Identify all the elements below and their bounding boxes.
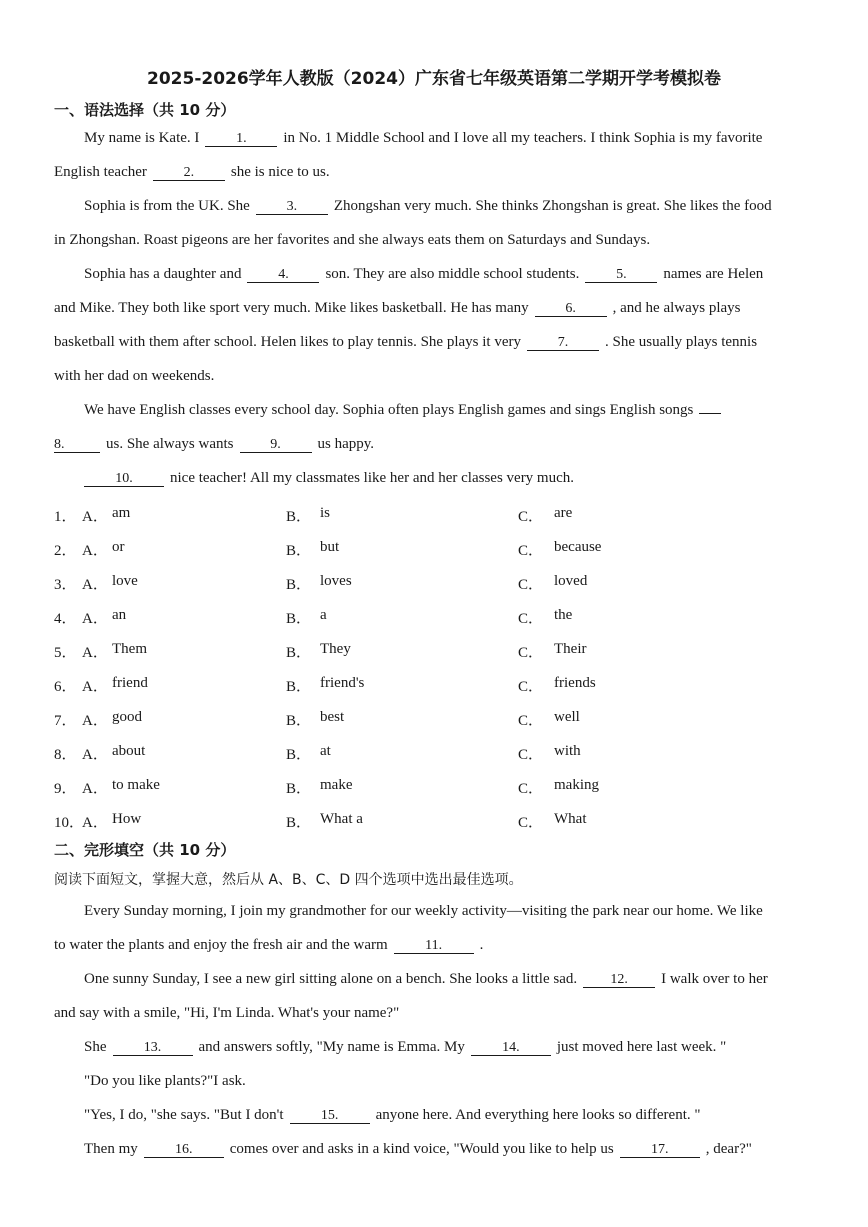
blank-15: 15. xyxy=(290,1109,370,1124)
option-row xyxy=(54,573,824,593)
passage2-line: Then my 16. comes over and asks in a kind voice, "Would you like to help us 17. , dear?" xyxy=(84,1141,752,1157)
question-number: 3． xyxy=(54,577,77,593)
passage1-line: My name is Kate. I 1. in No. 1 Middle School and I love all my teachers. I think Sophia is my favorite xyxy=(84,130,763,146)
option-letter-b: B． xyxy=(286,747,312,763)
passage1-line: 10. nice teacher! All my classmates like her and her classes very much. xyxy=(84,470,854,487)
section2-heading: 二、完形填空（共 10 分） xyxy=(54,841,236,859)
blank-14: 14. xyxy=(471,1041,551,1056)
option-letter-b: B． xyxy=(286,781,312,797)
option-letter-a: A． xyxy=(82,543,108,559)
question-number: 8． xyxy=(54,747,77,763)
option-b: best xyxy=(320,709,345,725)
option-letter-b: B． xyxy=(286,509,312,525)
option-letter-b: B． xyxy=(286,713,312,729)
question-number: 7． xyxy=(54,713,77,729)
option-letter-c: C． xyxy=(518,713,544,729)
option-letter-b: B． xyxy=(286,645,312,661)
option-a: to make xyxy=(112,777,160,793)
option-letter-a: A． xyxy=(82,747,108,763)
option-row xyxy=(54,675,824,695)
blank-5: 5. xyxy=(585,268,657,283)
option-row xyxy=(54,539,824,559)
option-a: How xyxy=(112,811,142,827)
option-row xyxy=(54,709,824,729)
option-c: with xyxy=(554,743,581,759)
option-a: or xyxy=(112,539,125,555)
option-c: are xyxy=(554,505,573,521)
section2-instruction: 阅读下面短文，掌握大意，然后从 A、B、C、D 四个选项中选出最佳选项。 xyxy=(54,872,523,888)
option-c: friends xyxy=(554,675,596,691)
option-letter-a: A． xyxy=(82,645,108,661)
passage2-line: She 13. and answers softly, "My name is Emma. My 14. just moved here last week. " xyxy=(84,1039,727,1055)
option-c: What xyxy=(554,811,587,827)
option-b: They xyxy=(320,641,351,657)
option-b: a xyxy=(320,607,327,623)
blank-16: 16. xyxy=(144,1143,224,1158)
blank-7: 7. xyxy=(527,336,599,351)
passage1-line: English teacher 2. she is nice to us. xyxy=(54,164,330,180)
blank-9: 9. xyxy=(240,438,312,453)
option-c: because xyxy=(554,539,602,555)
option-a: an xyxy=(112,607,127,623)
option-letter-c: C． xyxy=(518,577,544,593)
passage2-line: to water the plants and enjoy the fresh air and the warm 11. . xyxy=(54,937,484,953)
blank-1: 1. xyxy=(205,132,277,147)
option-letter-a: A． xyxy=(82,509,108,525)
option-a: friend xyxy=(112,675,148,691)
blank-8-start xyxy=(699,413,721,414)
option-row xyxy=(54,777,824,797)
option-c: making xyxy=(554,777,599,793)
passage1-line: Sophia has a daughter and 4. son. They are also middle school students. 5. names are Helen xyxy=(84,266,764,282)
passage1-line: We have English classes every school day. Sophia often plays English games and sings English songs xyxy=(84,402,854,419)
question-number: 2． xyxy=(54,543,77,559)
option-a: am xyxy=(112,505,131,521)
option-row xyxy=(54,811,824,831)
passage1-line: 8. us. She always wants 9. us happy. xyxy=(54,436,375,452)
option-letter-b: B． xyxy=(286,679,312,695)
option-c: the xyxy=(554,607,573,623)
option-letter-b: B． xyxy=(286,815,312,831)
option-letter-c: C． xyxy=(518,645,544,661)
question-number: 1． xyxy=(54,509,77,525)
option-b: friend's xyxy=(320,675,365,691)
option-b: What a xyxy=(320,811,363,827)
option-b: at xyxy=(320,743,331,759)
passage1-line: in Zhongshan. Roast pigeons are her favorites and she always eats them on Saturdays and Sundays. xyxy=(54,232,651,248)
option-letter-c: C． xyxy=(518,543,544,559)
option-letter-a: A． xyxy=(82,781,108,797)
option-c: loved xyxy=(554,573,588,589)
option-b: is xyxy=(320,505,331,521)
page-title: 2025-2026学年人教版（2024）广东省七年级英语第二学期开学考模拟卷 xyxy=(147,69,721,89)
option-c: well xyxy=(554,709,580,725)
passage2-line: One sunny Sunday, I see a new girl sitting alone on a bench. She looks a little sad. 12. I walk over to her xyxy=(84,971,768,987)
blank-13: 13. xyxy=(113,1041,193,1056)
passage2-line: and say with a smile, "Hi, I'm Linda. What's your name?" xyxy=(54,1005,400,1021)
option-a: love xyxy=(112,573,138,589)
question-number: 4． xyxy=(54,611,77,627)
question-number: 6． xyxy=(54,679,77,695)
option-row xyxy=(54,743,824,763)
blank-6: 6. xyxy=(535,302,607,317)
option-b: make xyxy=(320,777,353,793)
option-letter-b: B． xyxy=(286,611,312,627)
question-number: 5． xyxy=(54,645,77,661)
option-letter-b: B． xyxy=(286,543,312,559)
blank-3: 3. xyxy=(256,200,328,215)
option-a: about xyxy=(112,743,146,759)
blank-2: 2. xyxy=(153,166,225,181)
option-c: Their xyxy=(554,641,587,657)
question-number: 10． xyxy=(54,815,85,831)
passage1-line: basketball with them after school. Helen likes to play tennis. She plays it very 7. . She usually plays tennis xyxy=(54,334,758,350)
option-row xyxy=(54,607,824,627)
option-letter-a: A． xyxy=(82,679,108,695)
blank-12: 12. xyxy=(583,973,655,988)
passage1-line: and Mike. They both like sport very much. Mike likes basketball. He has many 6. , and he always plays xyxy=(54,300,741,316)
passage2-line: "Yes, I do, "she says. "But I don't 15. anyone here. And everything here looks so different. " xyxy=(84,1107,701,1123)
option-b: but xyxy=(320,539,340,555)
blank-11: 11. xyxy=(394,939,474,954)
section1-heading: 一、语法选择（共 10 分） xyxy=(54,101,236,119)
option-letter-a: A． xyxy=(82,713,108,729)
passage1-line: Sophia is from the UK. She 3. Zhongshan very much. She thinks Zhongshan is great. She likes the food xyxy=(84,198,772,214)
option-row xyxy=(54,505,824,525)
option-letter-c: C． xyxy=(518,781,544,797)
blank-4: 4. xyxy=(247,268,319,283)
blank-8: 8. xyxy=(54,438,100,453)
blank-17: 17. xyxy=(620,1143,700,1158)
option-a: Them xyxy=(112,641,147,657)
option-letter-c: C． xyxy=(518,815,544,831)
option-letter-a: A． xyxy=(82,611,108,627)
passage2-line: "Do you like plants?"I ask. xyxy=(84,1073,246,1089)
option-letter-a: A． xyxy=(82,815,108,831)
option-letter-c: C． xyxy=(518,611,544,627)
option-letter-b: B． xyxy=(286,577,312,593)
option-letter-c: C． xyxy=(518,509,544,525)
option-a: good xyxy=(112,709,142,725)
option-row xyxy=(54,641,824,661)
passage1-line: with her dad on weekends. xyxy=(54,368,215,384)
passage2-line: Every Sunday morning, I join my grandmother for our weekly activity—visiting the park near our home. We like xyxy=(84,903,763,919)
option-letter-c: C． xyxy=(518,747,544,763)
blank-10: 10. xyxy=(84,472,164,487)
option-b: loves xyxy=(320,573,352,589)
option-letter-c: C． xyxy=(518,679,544,695)
question-number: 9． xyxy=(54,781,77,797)
option-letter-a: A． xyxy=(82,577,108,593)
